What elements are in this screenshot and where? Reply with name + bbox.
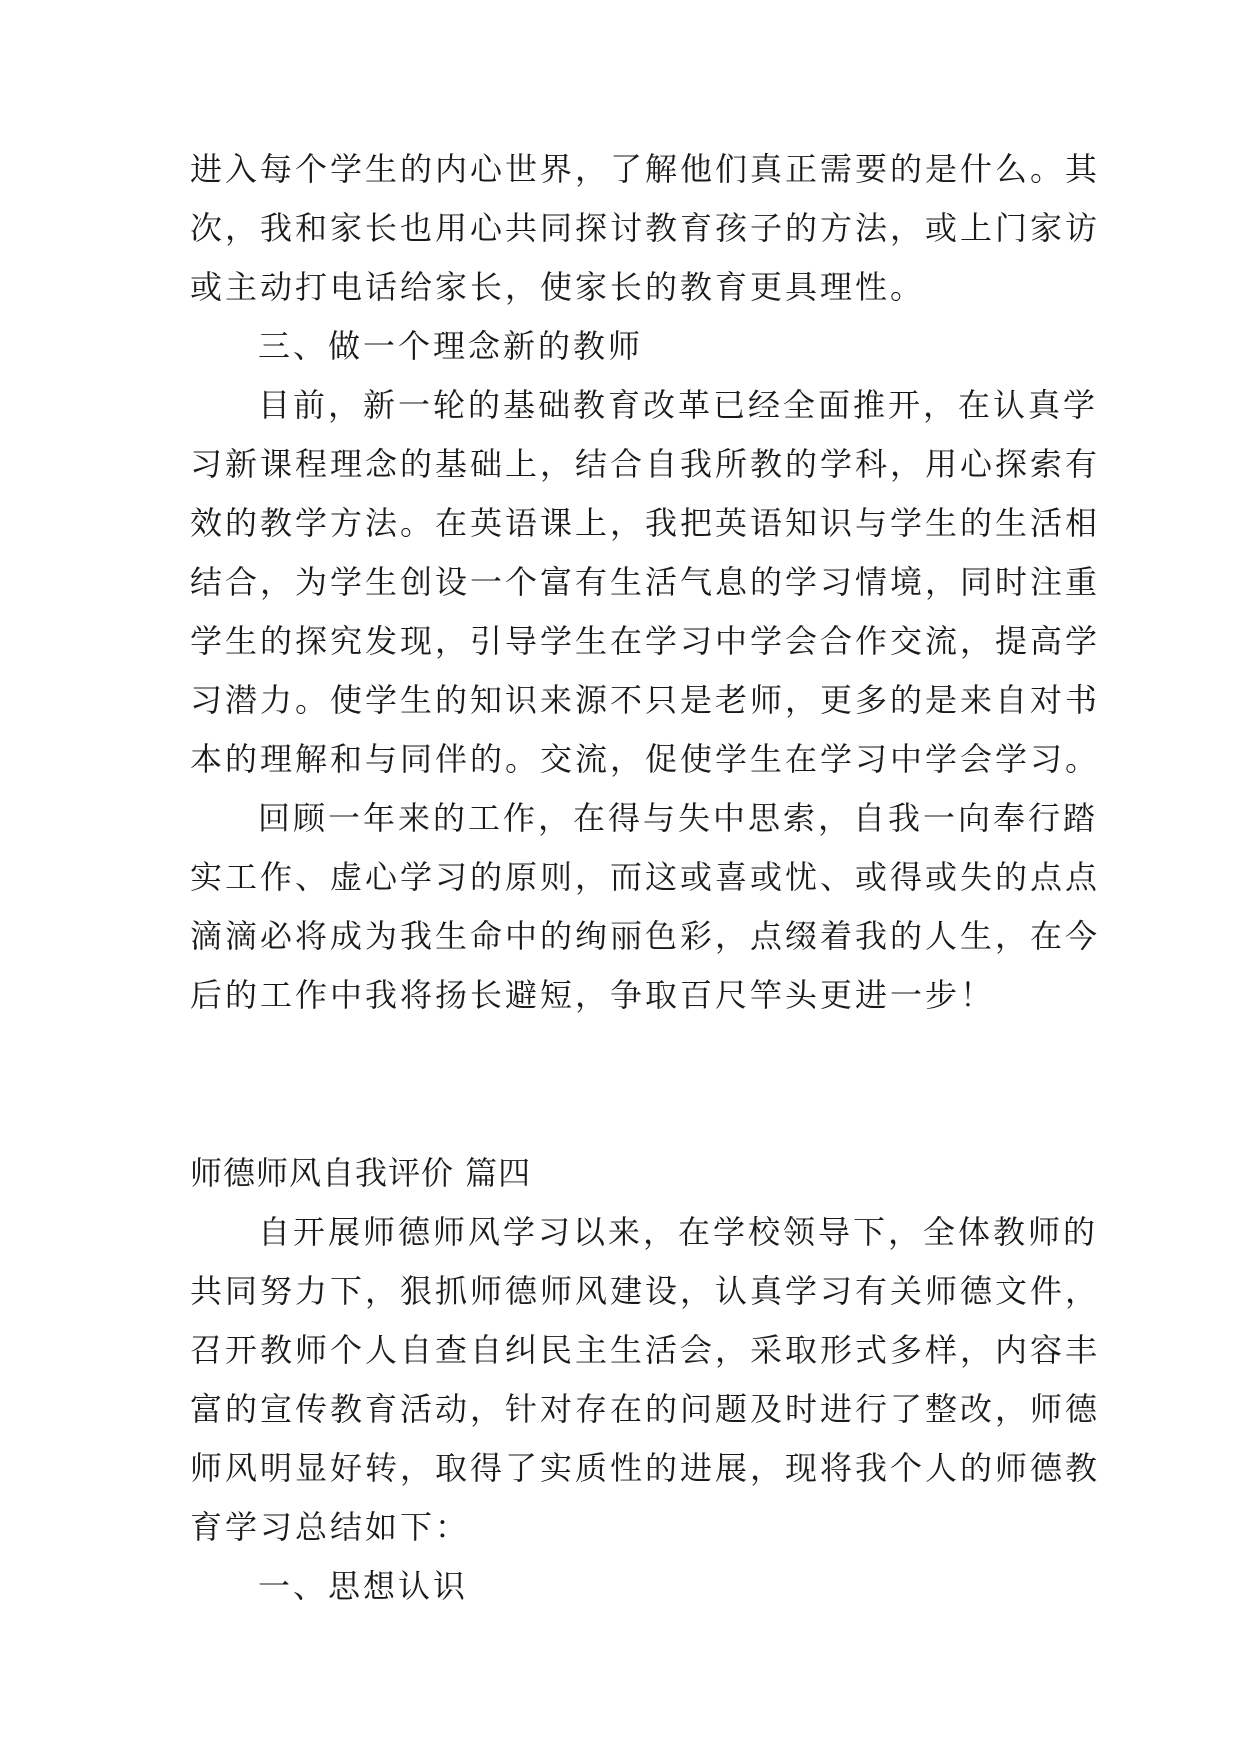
paragraph-line: 效的教学方法。在英语课上，我把英语知识与学生的生活相: [190, 504, 1101, 542]
paragraph-block-1: [190, 140, 1101, 376]
paragraph-line: 习潜力。使学生的知识来源不只是老师，更多的是来自对书: [190, 681, 1101, 719]
paragraph-line: 结合，为学生创设一个富有生活气息的学习情境，同时注重: [190, 563, 1101, 601]
paragraph-line: 或主动打电话给家长，使家长的教育更具理性。: [190, 268, 926, 306]
paragraph-line: 学生的探究发现，引导学生在学习中学会合作交流，提高学: [190, 622, 1101, 660]
paragraph-line: 共同努力下，狠抓师德师风建设，认真学习有关师德文件，: [190, 1272, 1101, 1310]
paragraph-line: 习新课程理念的基础上，结合自我所教的学科，用心探索有: [190, 445, 1101, 483]
paragraph-line: 本的理解和与同伴的。交流，促使学生在学习中学会学习。: [190, 740, 1101, 778]
paragraph-line: 自开展师德师风学习以来，在学校领导下，全体教师的: [258, 1213, 1099, 1251]
paragraph-line: 滴滴必将成为我生命中的绚丽色彩，点缀着我的人生，在今: [190, 917, 1101, 955]
section-block: [190, 1144, 1070, 1203]
paragraph-block-2: [190, 376, 1101, 789]
paragraph-line: 目前，新一轮的基础教育改革已经全面推开，在认真学: [258, 386, 1099, 424]
paragraph-line: 进入每个学生的内心世界，了解他们真正需要的是什么。其: [190, 150, 1101, 188]
paragraph-block-3: [190, 789, 1101, 1025]
paragraph-line: 后的工作中我将扬长避短，争取百尺竿头更进一步！: [190, 976, 996, 1014]
heading-three: 三、做一个理念新的教师: [258, 327, 644, 365]
paragraph-line: 召开教师个人自查自纠民主生活会，采取形式多样，内容丰: [190, 1331, 1101, 1369]
paragraph-line: 富的宣传教育活动，针对存在的问题及时进行了整改，师德: [190, 1390, 1101, 1428]
paragraph-line: 次，我和家长也用心共同探讨教育孩子的方法，或上门家访: [190, 209, 1101, 247]
paragraph-line: 师风明显好转，取得了实质性的进展，现将我个人的师德教: [190, 1449, 1101, 1487]
paragraph-block-4: [190, 1203, 1101, 1616]
heading-one: 一、思想认识: [258, 1567, 469, 1605]
section-title: 师德师风自我评价 篇四: [190, 1154, 532, 1192]
paragraph-line: 育学习总结如下：: [190, 1508, 471, 1546]
paragraph-line: 实工作、虚心学习的原则，而这或喜或忧、或得或失的点点: [190, 858, 1101, 896]
paragraph-line: 回顾一年来的工作，在得与失中思索，自我一向奉行踏: [258, 799, 1099, 837]
